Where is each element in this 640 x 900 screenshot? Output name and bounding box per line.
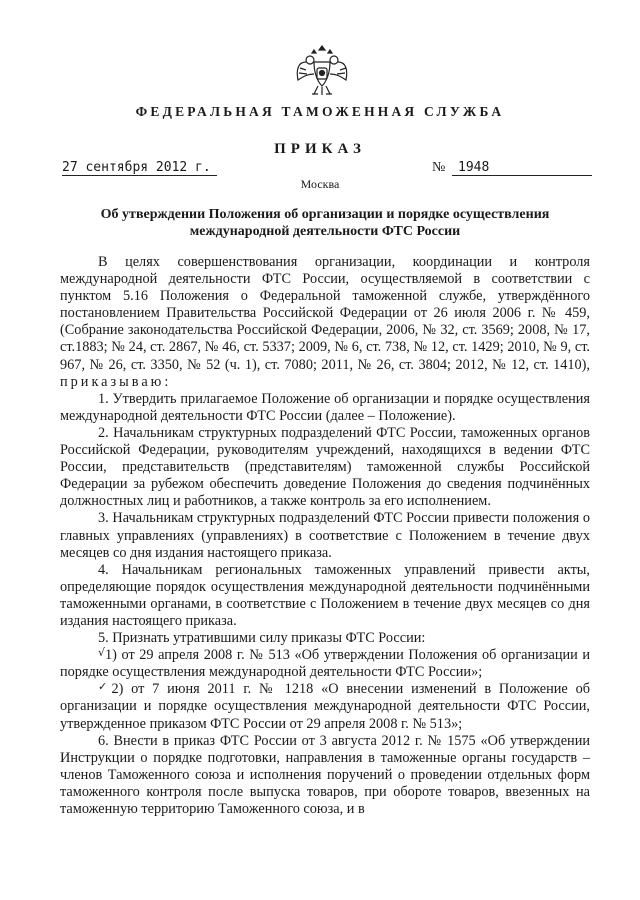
order-verb: приказываю: — [60, 373, 172, 390]
order-date: 27 сентября 2012 г. — [62, 160, 217, 176]
order-number-label: № — [432, 160, 446, 175]
handwritten-check-mark-icon: √ — [98, 646, 106, 660]
clause-1: 1. Утвердить прилагаемое Положение об организации и порядке осуществления международной деятельности ФТС России (далее – Положение). — [60, 390, 590, 424]
place-of-issue: Москва — [300, 177, 340, 191]
preamble-paragraph — [60, 254, 590, 391]
agency-name: ФЕДЕРАЛЬНАЯ ТАМОЖЕННАЯ СЛУЖБА — [135, 104, 505, 119]
clause-5-item-2-text: 2) от 7 июня 2011 г. № 1218 «О внесении изменений в Положение об организации и порядке осуществления международной деятельности ФТС России, утвержденное приказом ФТС России от 29 апреля 2008 г. № 513»; — [60, 681, 590, 732]
double-headed-eagle-emblem-icon — [294, 40, 350, 100]
clause-6: 6. Внести в приказ ФТС России от 3 августа 2012 г. № 1575 «Об утверждении Инструкции о порядке подготовки, направления в таможенные органы государств – членов Таможенного союза и исполнения поручений о проведении отдельных форм таможенного контроля после выпуска товаров, при обороте товаров, ввезенных на таможенную территорию Таможенного союза, и в — [60, 732, 590, 817]
clause-4: 4. Начальникам региональных таможенных управлений привести акты, определяющие порядок осуществления международной деятельности подчинёнными таможенными органами, в соответствие с Положением в течение двух месяцев со дня издания настоящего приказа. — [60, 561, 590, 629]
clause-5-item-1-text: 1) от 29 апреля 2008 г. № 513 «Об утверждении Положения об организации и порядке осуществления международной деятельности ФТС России»; — [60, 647, 590, 681]
order-number: 1948 — [452, 160, 592, 176]
order-body — [60, 254, 590, 818]
clause-2: 2. Начальникам структурных подразделений ФТС России, таможенных органов Российской Федерации, руководителям учреждений, находящихся в ведении ФТС России, представительств (представителям) таможенной службы Российской Федерации за рубежом обеспечить доведение Положения до сведения подчинённых должностных лиц и работников, а также контроль за его исполнением. — [60, 424, 590, 510]
handwritten-check-mark-icon: ✓ — [98, 680, 112, 694]
preamble-text: В целях совершенствования организации, координации и контроля международной деятельности ФТС России, осуществляемой в соответствии с пунктом 5.16 Положения о Федеральной таможенной службе, утверждённого постановлением Правительства Российской Федерации от 26 июля 2006 г. № 459, (Собрание законодательства Российской Федерации, 2006, № 32, ст. 3569; 2008, № 17, ст.1883; № 24, ст. 2867, № 46, ст. 5337; 2009, № 6, ст. 738, № 12, ст. 1429; 2010, № 9, ст. 967, № 26, ст. 3350, № 52 (ч. 1), ст. 7080; 2011, № 26, ст. 3804; 2012, № 12, ст. 1410), — [60, 254, 590, 373]
clause-5-item-1 — [60, 647, 590, 681]
clause-5-item-2 — [60, 681, 590, 732]
order-title — [90, 206, 560, 240]
clause-3: 3. Начальникам структурных подразделений ФТС России привести положения о главных управлениях (управлениях) в соответствие с Положением в течение двух месяцев со дня издания настоящего приказа. — [60, 510, 590, 561]
document-type-heading: ПРИКАЗ — [274, 141, 366, 157]
order-title-line-2: международной деятельности ФТС России — [189, 224, 461, 239]
clause-5: 5. Признать утратившими силу приказы ФТС России: — [98, 630, 426, 647]
order-title-line-1: Об утверждении Положения об организации и порядке осуществления — [100, 207, 550, 222]
